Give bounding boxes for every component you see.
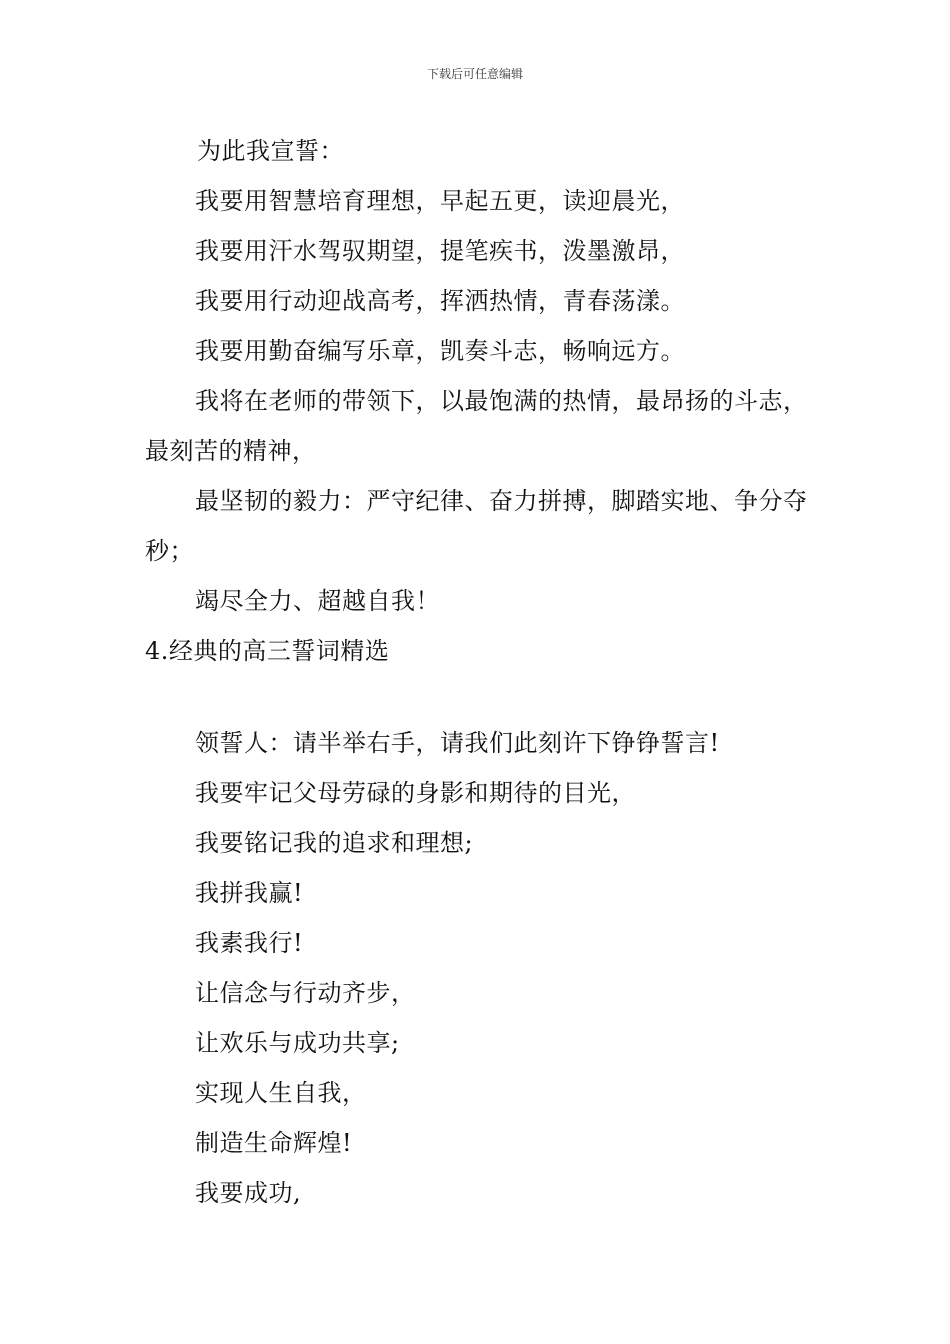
document-body (145, 126, 809, 1218)
paragraph: 最坚韧的毅力：严守纪律、奋力拼搏，脚踏实地、争分夺秒； (145, 487, 808, 565)
paragraph: 我要铭记我的追求和理想; (195, 829, 474, 857)
paragraph: 我要成功, (195, 1179, 302, 1207)
paragraph: 竭尽全力、超越自我！ (195, 587, 440, 615)
section-heading: 4.经典的高三誓词精选 (145, 637, 390, 665)
paragraph: 制造生命辉煌! (195, 1129, 353, 1157)
paragraph: 为此我宣誓： (197, 137, 344, 165)
paragraph: 让信念与行动齐步， (195, 979, 416, 1007)
paragraph: 让欢乐与成功共享; (195, 1029, 400, 1057)
paragraph: 领誓人：请半举右手，请我们此刻许下铮铮誓言! (195, 729, 720, 757)
paragraph: 我素我行! (195, 929, 304, 957)
paragraph: 我拼我赢! (195, 879, 304, 907)
paragraph: 我要用智慧培育理想，早起五更，读迎晨光， (195, 187, 685, 215)
paragraph: 我要用行动迎战高考，挥洒热情，青春荡漾。 (195, 287, 685, 315)
paragraph: 我要牢记父母劳碌的身影和期待的目光， (195, 779, 636, 807)
paragraph: 我要用勤奋编写乐章，凯奏斗志，畅响远方。 (195, 337, 685, 365)
page-header-note: 下载后可任意编辑 (426, 67, 523, 81)
paragraph: 我将在老师的带领下，以最饱满的热情，最昂扬的斗志，最刻苦的精神， (145, 387, 808, 465)
blank-line (145, 676, 809, 718)
paragraph: 我要用汗水驾驭期望，提笔疾书，泼墨激昂， (195, 237, 685, 265)
paragraph: 实现人生自我， (195, 1079, 367, 1107)
